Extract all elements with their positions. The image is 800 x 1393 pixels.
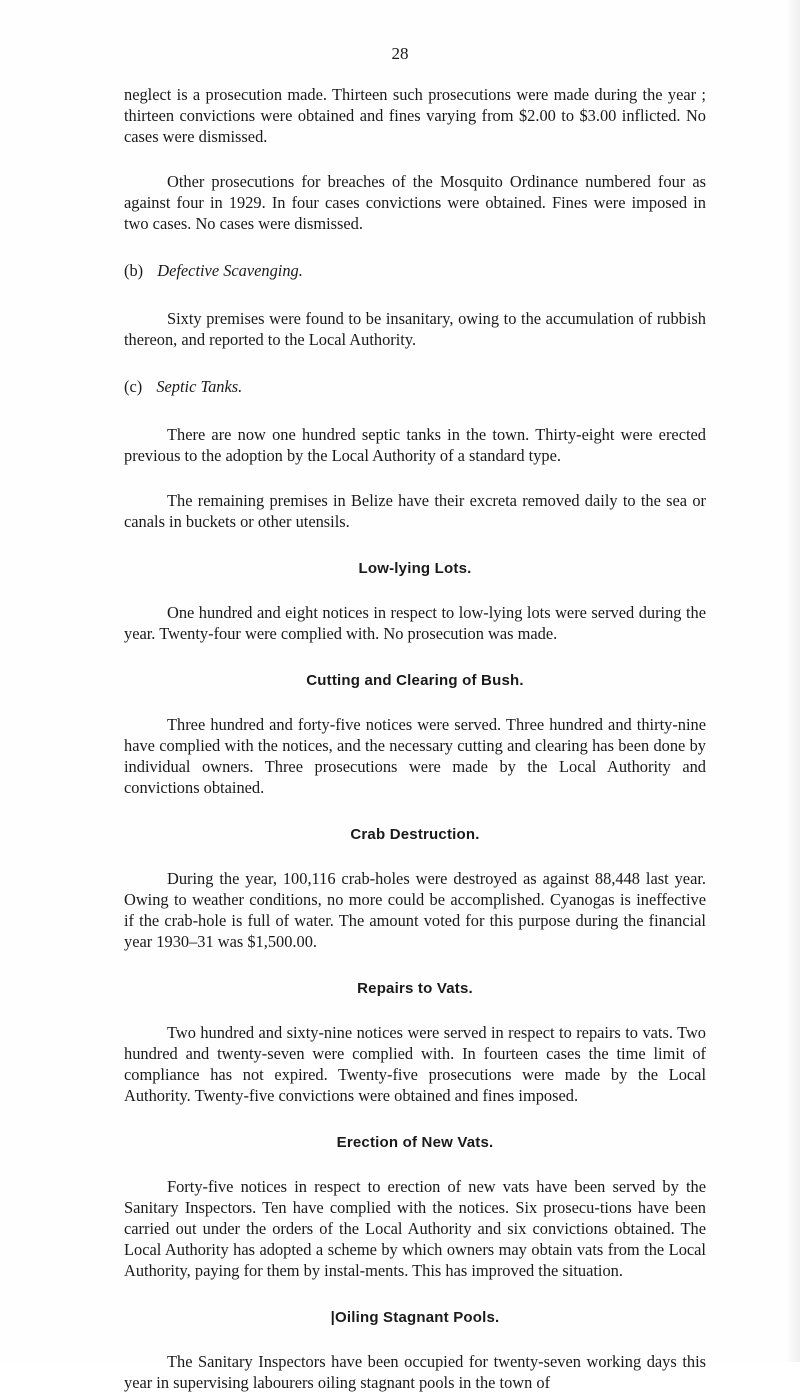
paragraph-prosecutions: neglect is a prosecution made. Thirteen such prosecutions were made during the year ; thirteen convictions were obtained and fines varying from $2.00 to $3.00 inflicted. No cases were dismissed. [124, 85, 706, 146]
heading-oiling-stagnant-pools: |Oiling Stagnant Pools. [330, 1309, 500, 1326]
subheading-label: (b) [124, 261, 144, 280]
subheading-defective-scavenging [124, 260, 706, 281]
paragraph-crab-destruction: During the year, 100,116 crab-holes were destroyed as against 88,448 last year. Owing to weather conditions, no more could be accomplished. Cyanogas is ineffective if the crab-hole is full of water. The amount voted for this purpose during the financial year 1930–31 was $1,500.00. [124, 869, 706, 951]
body-text [124, 84, 706, 1393]
paragraph-low-lying-lots: One hundred and eight notices in respect to low-lying lots were served during the year. Twenty-four were complied with. No prosecution was made. [124, 603, 706, 643]
heading-cutting-clearing-bush: Cutting and Clearing of Bush. [306, 672, 524, 689]
paragraph-cutting-clearing-bush: Three hundred and forty-five notices were served. Three hundred and thirty-nine have complied with the notices, and the necessary cutting and clearing has been done by individual owners. Three prosecutions were made by the Local Authority and convictions obtained. [124, 715, 706, 797]
page-number: 28 [391, 44, 409, 63]
paragraph-repairs-to-vats: Two hundred and sixty-nine notices were served in respect to repairs to vats. Two hundred and twenty-seven were complied with. In fourteen cases the time limit of compliance has not expired. Twenty-five prosecutions were made by the Local Authority. Twenty-five convictions were obtained and fines imposed. [124, 1023, 706, 1105]
subheading-label: (c) [124, 377, 143, 396]
subheading-title: Septic Tanks. [156, 377, 243, 396]
subheading-septic-tanks [124, 376, 706, 397]
page-edge-shadow [786, 0, 800, 1362]
paragraph-oiling-stagnant-pools: The Sanitary Inspectors have been occupied for twenty-seven working days this year in supervising labourers oiling stagnant pools in the town of [124, 1352, 706, 1392]
paragraph-insanitary-premises: Sixty premises were found to be insanitary, owing to the accumulation of rubbish thereon, and reported to the Local Authority. [124, 309, 706, 349]
subheading-title: Defective Scavenging. [157, 261, 303, 280]
heading-crab-destruction: Crab Destruction. [350, 826, 480, 843]
paragraph-erection-new-vats: Forty-five notices in respect to erection of new vats have been served by the Sanitary Inspectors. Ten have complied with the notices. Six prosecu-tions have been carried out under the orders of the Local Authority and six convictions obtained. The Local Authority has adopted a scheme by which owners may obtain vats from the Local Authority, paying for them by instal-ments. This has improved the situation. [124, 1177, 706, 1280]
heading-erection-new-vats: Erection of New Vats. [336, 1134, 494, 1151]
heading-low-lying-lots: Low-lying Lots. [358, 560, 472, 577]
paragraph-mosquito-ordinance: Other prosecutions for breaches of the Mosquito Ordinance numbered four as against four in 1929. In four cases convictions were obtained. Fines were imposed in two cases. No cases were dismissed. [124, 172, 706, 233]
paragraph-septic-tanks: There are now one hundred septic tanks in the town. Thirty-eight were erected previous to the adoption by the Local Authority of a standard type. [124, 425, 706, 465]
heading-repairs-to-vats: Repairs to Vats. [357, 980, 473, 997]
paragraph-excreta-removal: The remaining premises in Belize have their excreta removed daily to the sea or canals in buckets or other utensils. [124, 491, 706, 531]
